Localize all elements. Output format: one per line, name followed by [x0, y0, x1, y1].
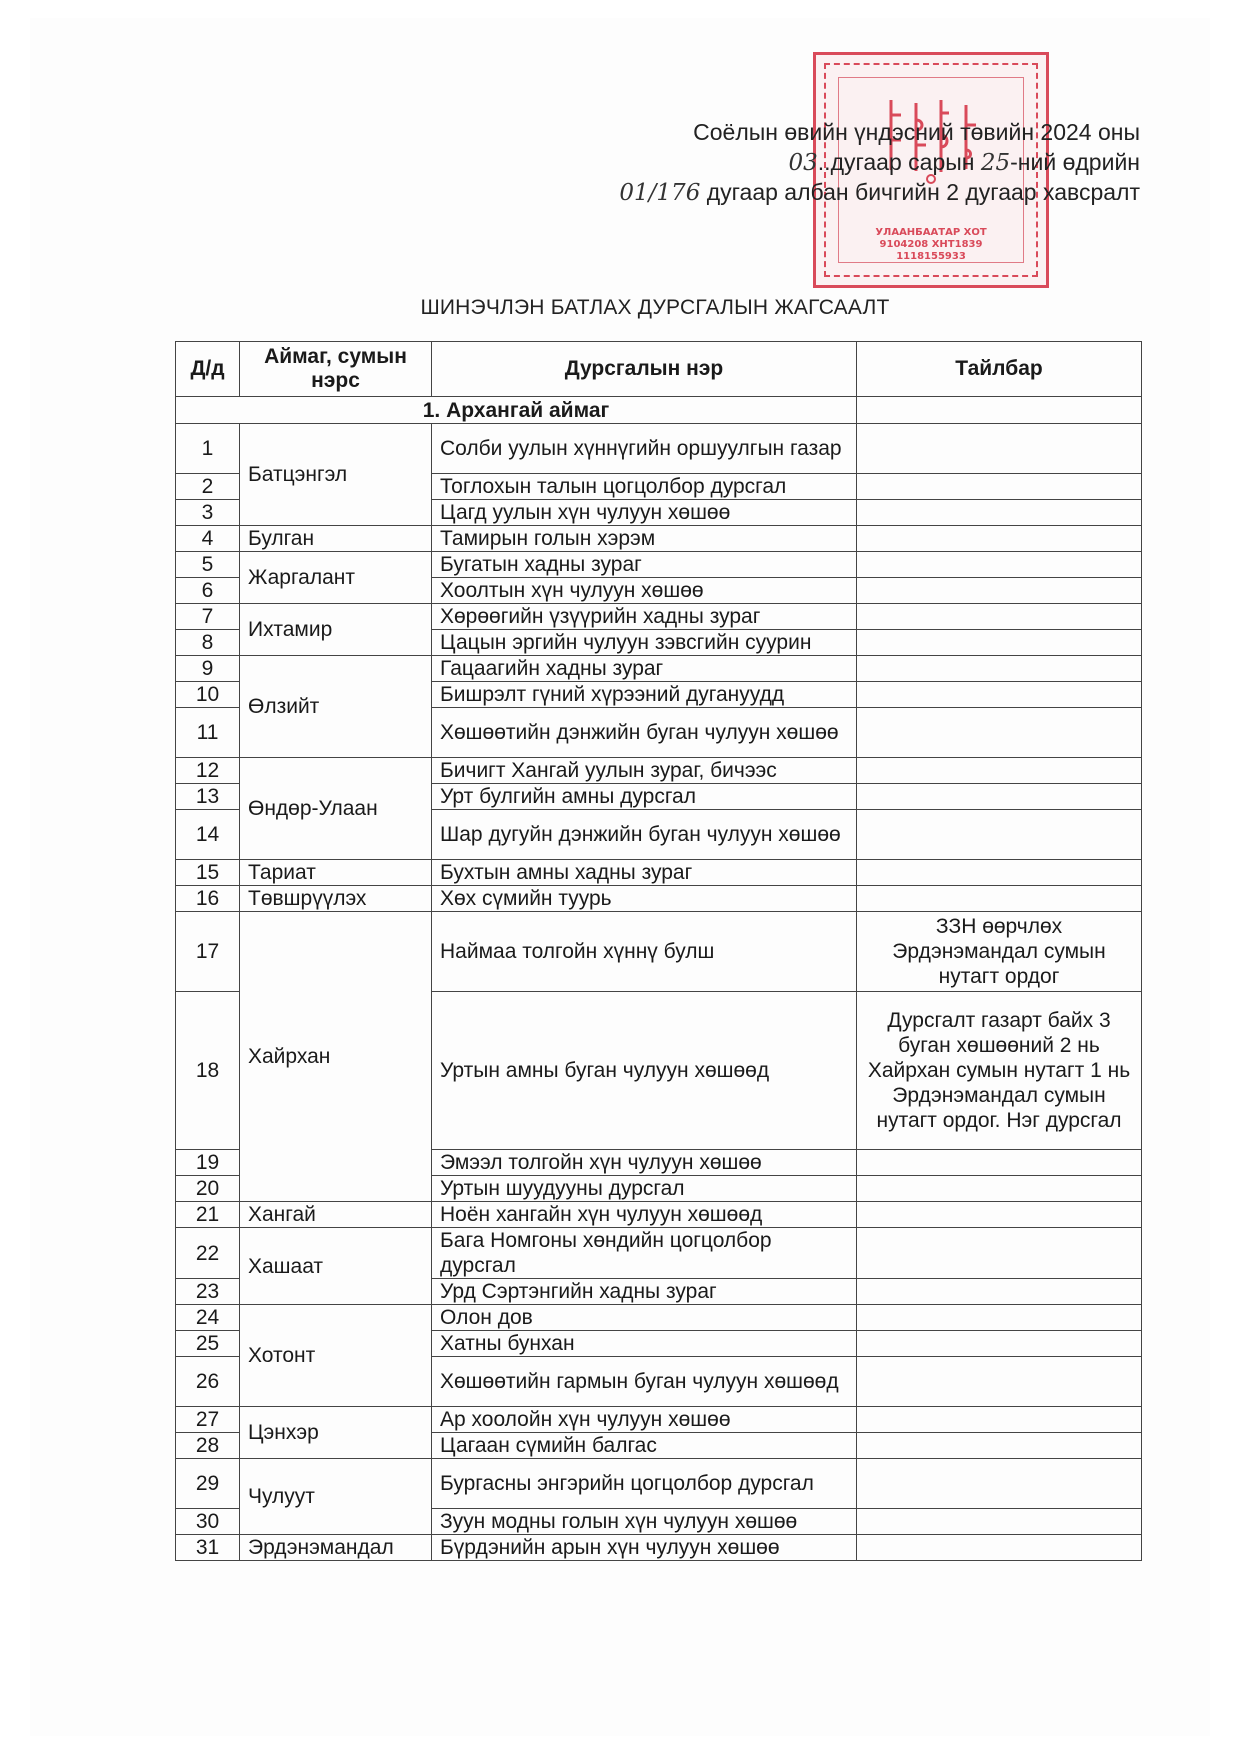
note: [857, 500, 1142, 526]
note: [857, 604, 1142, 630]
row-number: 26: [176, 1357, 240, 1407]
sum-name: Батцэнгэл: [240, 424, 432, 526]
note: [857, 552, 1142, 578]
table-row: [176, 1535, 1142, 1561]
sum-name: Эрдэнэмандал: [240, 1535, 432, 1561]
stamp-text-codes: 9104208 ХНТ1839: [879, 239, 983, 250]
row-number: 12: [176, 758, 240, 784]
monument-name: Бичигт Хангай уулын зураг, бичээс: [432, 758, 857, 784]
table-row: [176, 758, 1142, 784]
note: [857, 860, 1142, 886]
monument-name: Бүрдэнийн арын хүн чулуун хөшөө: [432, 1535, 857, 1561]
col-header-sum: Аймаг, сумын нэрс: [240, 342, 432, 397]
table-row: [176, 860, 1142, 886]
row-number: 30: [176, 1509, 240, 1535]
note: [857, 526, 1142, 552]
note: [857, 1433, 1142, 1459]
row-number: 23: [176, 1279, 240, 1305]
note: [857, 1279, 1142, 1305]
row-number: 5: [176, 552, 240, 578]
monuments-table: [175, 341, 1142, 1561]
monument-name: Ар хоолойн хүн чулуун хөшөө: [432, 1407, 857, 1433]
note: [857, 578, 1142, 604]
row-number: 6: [176, 578, 240, 604]
table-row: [176, 552, 1142, 578]
sum-name: Тариат: [240, 860, 432, 886]
monument-name: Гацаагийн хадны зураг: [432, 656, 857, 682]
note: Дурсгалт газарт байх 3 буган хөшөөний 2 нь Хайрхан сумын нутагт 1 нь Эрдэнэмандал сумын нутагт ордог. Нэг дурсгал: [857, 992, 1142, 1150]
sum-name: Цэнхэр: [240, 1407, 432, 1459]
row-number: 18: [176, 992, 240, 1150]
stamp-text: [816, 227, 1046, 263]
row-number: 29: [176, 1459, 240, 1509]
handwritten-day: 25: [980, 150, 1011, 176]
row-number: 15: [176, 860, 240, 886]
table-header-row: [176, 342, 1142, 397]
table-row: [176, 424, 1142, 474]
note: [857, 424, 1142, 474]
row-number: 9: [176, 656, 240, 682]
section-note: [857, 397, 1142, 424]
sum-name: Чулуут: [240, 1459, 432, 1535]
sum-name: Хангай: [240, 1202, 432, 1228]
row-number: 8: [176, 630, 240, 656]
note: [857, 810, 1142, 860]
note: [857, 682, 1142, 708]
note: [857, 708, 1142, 758]
row-number: 13: [176, 784, 240, 810]
row-number: 11: [176, 708, 240, 758]
note: [857, 1535, 1142, 1561]
monument-name: Хөшөөтийн дэнжийн буган чулуун хөшөө: [432, 708, 857, 758]
note: [857, 1357, 1142, 1407]
note: [857, 1202, 1142, 1228]
row-number: 10: [176, 682, 240, 708]
sum-name: Хотонт: [240, 1305, 432, 1407]
sum-name: Ихтамир: [240, 604, 432, 656]
col-header-note: Тайлбар: [857, 342, 1142, 397]
monument-name: Хоолтын хүн чулуун хөшөө: [432, 578, 857, 604]
header-line-1: Соёлын өвийн үндэсний төвийн 2024 оны: [693, 119, 1140, 145]
monument-name: Тоглохын талын цогцолбор дурсгал: [432, 474, 857, 500]
row-number: 3: [176, 500, 240, 526]
monument-name: Уртын амны буган чулуун хөшөөд: [432, 992, 857, 1150]
table-row: [176, 886, 1142, 912]
table-row: [176, 1459, 1142, 1509]
monument-name: Шар дугуйн дэнжийн буган чулуун хөшөө: [432, 810, 857, 860]
header-line-3: [619, 177, 1140, 208]
note: [857, 1509, 1142, 1535]
row-number: 2: [176, 474, 240, 500]
note: [857, 1176, 1142, 1202]
section-row: [176, 397, 1142, 424]
monument-name: Урт булгийн амны дурсгал: [432, 784, 857, 810]
note: [857, 656, 1142, 682]
row-number: 28: [176, 1433, 240, 1459]
row-number: 7: [176, 604, 240, 630]
row-number: 21: [176, 1202, 240, 1228]
monument-name: Хөшөөтийн гармын буган чулуун хөшөөд: [432, 1357, 857, 1407]
note: [857, 886, 1142, 912]
monument-name: Солби уулын хүннүгийн оршуулгын газар: [432, 424, 857, 474]
row-number: 24: [176, 1305, 240, 1331]
handwritten-letter-number: 01/176: [619, 180, 701, 206]
table-row: [176, 1228, 1142, 1279]
header-line-2-text: ..дугаар сарын: [817, 149, 981, 175]
note: [857, 1150, 1142, 1176]
monument-name: Наймаа толгойн хүннү булш: [432, 912, 857, 992]
col-header-monument: Дурсгалын нэр: [432, 342, 857, 397]
table-row: [176, 1202, 1142, 1228]
monument-name: Бухтын амны хадны зураг: [432, 860, 857, 886]
note: [857, 1228, 1142, 1279]
sum-name: Хашаат: [240, 1228, 432, 1305]
section-title: 1. Архангай аймаг: [176, 397, 857, 424]
note: ЗЗН өөрчлөх Эрдэнэмандал сумын нутагт ордог: [857, 912, 1142, 992]
note: [857, 1459, 1142, 1509]
document-title: ШИНЭЧЛЭН БАТЛАХ ДУРСГАЛЫН ЖАГСААЛТ: [420, 296, 890, 319]
monument-name: Хөрөөгийн үзүүрийн хадны зураг: [432, 604, 857, 630]
row-number: 1: [176, 424, 240, 474]
sum-name: Төвшрүүлэх: [240, 886, 432, 912]
table-row: [176, 1305, 1142, 1331]
monument-name: Бишрэлт гүний хүрээний дугануудд: [432, 682, 857, 708]
sum-name: Өндөр-Улаан: [240, 758, 432, 860]
table-row: [176, 1407, 1142, 1433]
monument-name: Цагаан сүмийн балгас: [432, 1433, 857, 1459]
row-number: 22: [176, 1228, 240, 1279]
row-number: 17: [176, 912, 240, 992]
monument-name: Цагд уулын хүн чулуун хөшөө: [432, 500, 857, 526]
stamp-text-register: 1118155933: [896, 251, 966, 262]
monument-name: Бургасны энгэрийн цогцолбор дурсгал: [432, 1459, 857, 1509]
header-line-2: [789, 147, 1140, 178]
note: [857, 630, 1142, 656]
monument-name: Зуун модны голын хүн чулуун хөшөө: [432, 1509, 857, 1535]
sum-name: Хайрхан: [240, 912, 432, 1202]
monument-name: Уртын шуудууны дурсгал: [432, 1176, 857, 1202]
handwritten-month: 03: [788, 150, 818, 176]
monument-name: Бага Номгоны хөндийн цогцолбор дурсгал: [432, 1228, 857, 1279]
table-row: [176, 656, 1142, 682]
sum-name: Булган: [240, 526, 432, 552]
monument-name: Хатны бунхан: [432, 1331, 857, 1357]
col-header-number: Д/д: [176, 342, 240, 397]
note: [857, 758, 1142, 784]
row-number: 4: [176, 526, 240, 552]
monument-name: Цацын эргийн чулуун зэвсгийн суурин: [432, 630, 857, 656]
row-number: 25: [176, 1331, 240, 1357]
row-number: 14: [176, 810, 240, 860]
header-line-3-text: дугаар албан бичгийн 2 дугаар хавсралт: [700, 179, 1140, 205]
note: [857, 474, 1142, 500]
monument-name: Эмээл толгойн хүн чулуун хөшөө: [432, 1150, 857, 1176]
row-number: 19: [176, 1150, 240, 1176]
note: [857, 784, 1142, 810]
sum-name: Жаргалант: [240, 552, 432, 604]
table-row: [176, 912, 1142, 992]
stamp-text-city: УЛААНБААТАР ХОТ: [875, 227, 987, 238]
sum-name: Өлзийт: [240, 656, 432, 758]
row-number: 16: [176, 886, 240, 912]
note: [857, 1305, 1142, 1331]
monument-name: Бугатын хадны зураг: [432, 552, 857, 578]
table-row: [176, 604, 1142, 630]
row-number: 27: [176, 1407, 240, 1433]
header-line-2-tail: -ний өдрийн: [1010, 149, 1140, 175]
note: [857, 1331, 1142, 1357]
monument-name: Урд Сэртэнгийн хадны зураг: [432, 1279, 857, 1305]
note: [857, 1407, 1142, 1433]
row-number: 20: [176, 1176, 240, 1202]
monument-name: Ноён хангайн хүн чулуун хөшөөд: [432, 1202, 857, 1228]
table-row: [176, 526, 1142, 552]
monument-name: Хөх сүмийн туурь: [432, 886, 857, 912]
row-number: 31: [176, 1535, 240, 1561]
monument-name: Тамирын голын хэрэм: [432, 526, 857, 552]
monument-name: Олон дов: [432, 1305, 857, 1331]
